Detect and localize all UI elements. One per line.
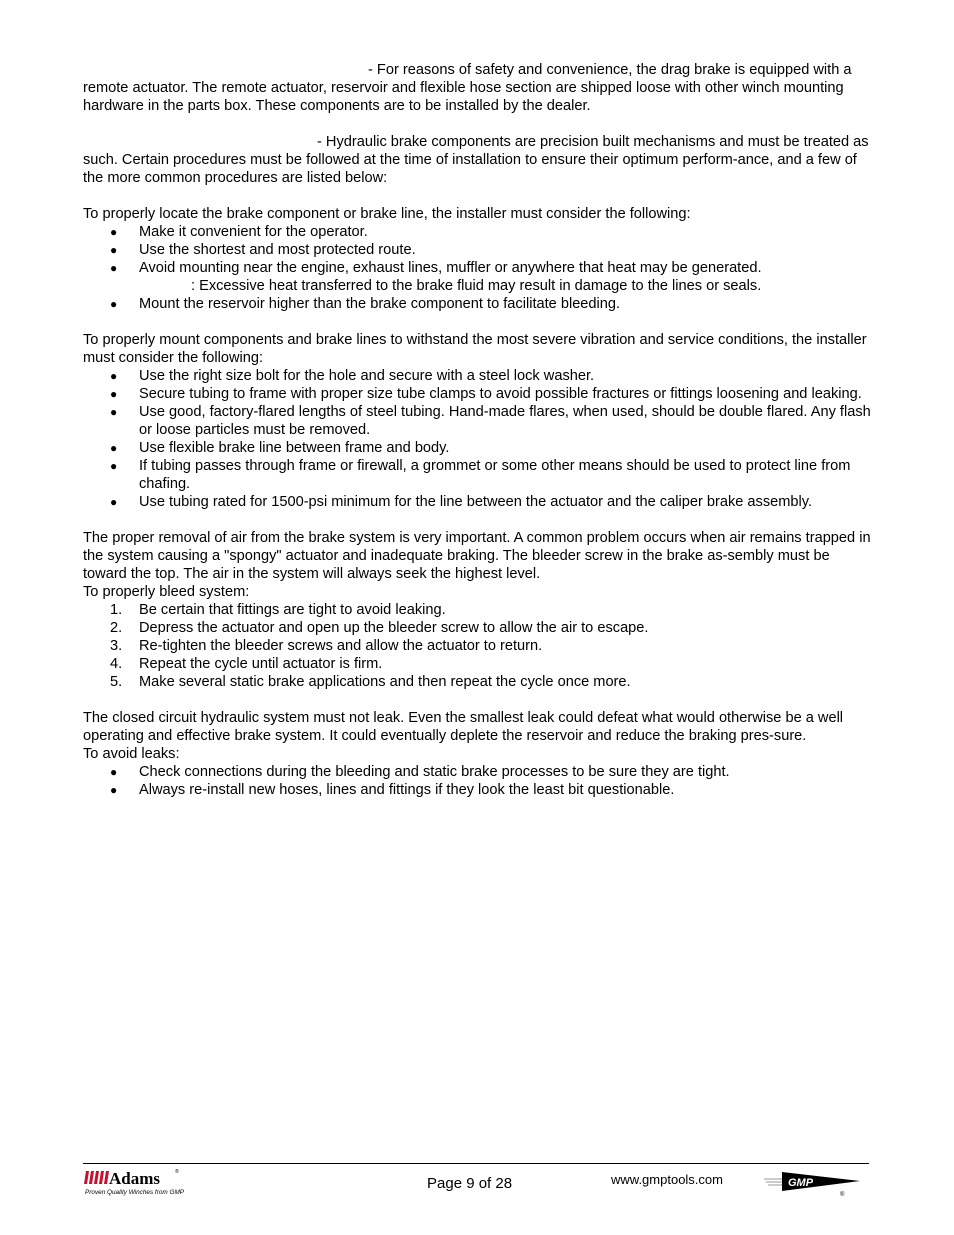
document-body xyxy=(83,61,873,799)
list-item: 1. Be certain that fittings are tight to avoid leaking. xyxy=(110,602,446,618)
mount-intro: To properly mount components and brake lines to withstand the most severe vibration and service conditions, the installer must consider the following: xyxy=(83,332,867,366)
leaks-list xyxy=(83,763,873,799)
bleed-intro: The proper removal of air from the brake system is very important. A common problem occurs when air remains trapped in the system causing a "spongy" actuator and inadequate braking. The bleeder screw in the brake as-sembly must be toward the top. The air in the system will always seek the highest level. xyxy=(83,530,871,582)
bullet-marker: ● xyxy=(110,225,118,239)
svg-text:GMP: GMP xyxy=(788,1177,814,1189)
bleed-steps xyxy=(83,601,873,691)
bullet-marker: ● xyxy=(110,441,118,455)
footer-divider xyxy=(83,1163,869,1164)
bullet-marker: ● xyxy=(110,261,118,275)
bleed-lead: To properly bleed system: xyxy=(83,584,250,600)
page-number: Page 9 of 28 xyxy=(427,1175,513,1192)
heat-note: : Excessive heat transferred to the brake fluid may result in damage to the lines or seals. xyxy=(191,278,762,294)
gmp-logo xyxy=(762,1168,866,1198)
bullet-marker: ● xyxy=(110,405,118,419)
list-item: ● Use good, factory-flared lengths of steel tubing. Hand-made flares, when used, should be double flared. Any flash or loose particles must be removed. xyxy=(110,404,871,438)
list-item: ● Secure tubing to frame with proper size tube clamps to avoid possible fractures or fittings loosening and leaking. xyxy=(110,386,862,402)
leaks-intro: The closed circuit hydraulic system must not leak. Even the smallest leak could defeat what would otherwise be a well operating and effective brake system. It could eventually deplete the reservoir and reduce the braking pres-sure. xyxy=(83,710,844,744)
svg-text:Adams: Adams xyxy=(109,1169,161,1188)
svg-text:Proven Quality Winches from GM: Proven Quality Winches from GMP xyxy=(85,1189,184,1196)
list-item: ● Always re-install new hoses, lines and fittings if they look the least bit questionable. xyxy=(110,782,675,798)
bullet-marker: ● xyxy=(110,243,118,257)
list-item: ● If tubing passes through frame or firewall, a grommet or some other means should be used to protect line from chafing. xyxy=(110,458,851,492)
list-item: ● Mount the reservoir higher than the brake component to facilitate bleeding. xyxy=(110,296,621,312)
hydraulic-paragraph: - Hydraulic brake components are precision built mechanisms and must be treated as such. Certain procedures must be followed at the time of installation to ensure their optimum perform-ance, and a few of the more common procedures are listed below: xyxy=(83,134,869,186)
bullet-marker: ● xyxy=(110,495,118,509)
step-number: 1. xyxy=(110,602,123,618)
locate-intro: To properly locate the brake component or brake line, the installer must consider the following: xyxy=(83,206,691,222)
leaks-lead: To avoid leaks: xyxy=(83,746,180,762)
list-item: ● Use the shortest and most protected route. xyxy=(110,242,416,258)
svg-text:®: ® xyxy=(840,1192,845,1198)
step-number: 2. xyxy=(110,620,123,636)
list-item: 3. Re-tighten the bleeder screws and allow the actuator to return. xyxy=(110,638,543,654)
bullet-marker: ● xyxy=(110,459,118,473)
svg-text:®: ® xyxy=(175,1169,179,1175)
install-paragraph: - For reasons of safety and convenience, the drag brake is equipped with a remote actuator. The remote actuator, reservoir and flexible hose section are shipped loose with other winch mounting hardware in the parts box. These components are to be installed by the dealer. xyxy=(83,62,852,114)
list-item: 4. Repeat the cycle until actuator is firm. xyxy=(110,656,383,672)
bullet-marker: ● xyxy=(110,765,118,779)
list-item: ● Use tubing rated for 1500-psi minimum for the line between the actuator and the caliper brake assembly. xyxy=(110,494,813,510)
bullet-marker: ● xyxy=(110,387,118,401)
bullet-marker: ● xyxy=(110,783,118,797)
list-item: ● Check connections during the bleeding and static brake processes to be sure they are tight. xyxy=(110,764,730,780)
locate-list xyxy=(83,223,873,277)
list-item: 2. Depress the actuator and open up the bleeder screw to allow the air to escape. xyxy=(110,620,649,636)
step-number: 3. xyxy=(110,638,123,654)
website-text: www.gmptools.com xyxy=(611,1172,723,1187)
adams-logo xyxy=(84,1166,184,1200)
list-item: ● Use flexible brake line between frame and body. xyxy=(110,440,450,456)
mount-list xyxy=(83,367,873,511)
list-item: ● Make it convenient for the operator. xyxy=(110,224,368,240)
bullet-marker: ● xyxy=(110,297,118,311)
bullet-marker: ● xyxy=(110,369,118,383)
list-item: ● Avoid mounting near the engine, exhaust lines, muffler or anywhere that heat may be generated. xyxy=(110,260,762,276)
step-number: 4. xyxy=(110,656,123,672)
step-number: 5. xyxy=(110,674,123,690)
list-item: ● Use the right size bolt for the hole and secure with a steel lock washer. xyxy=(110,368,595,384)
list-item: 5. Make several static brake applications and then repeat the cycle once more. xyxy=(110,674,631,690)
locate-list-end xyxy=(83,295,873,313)
